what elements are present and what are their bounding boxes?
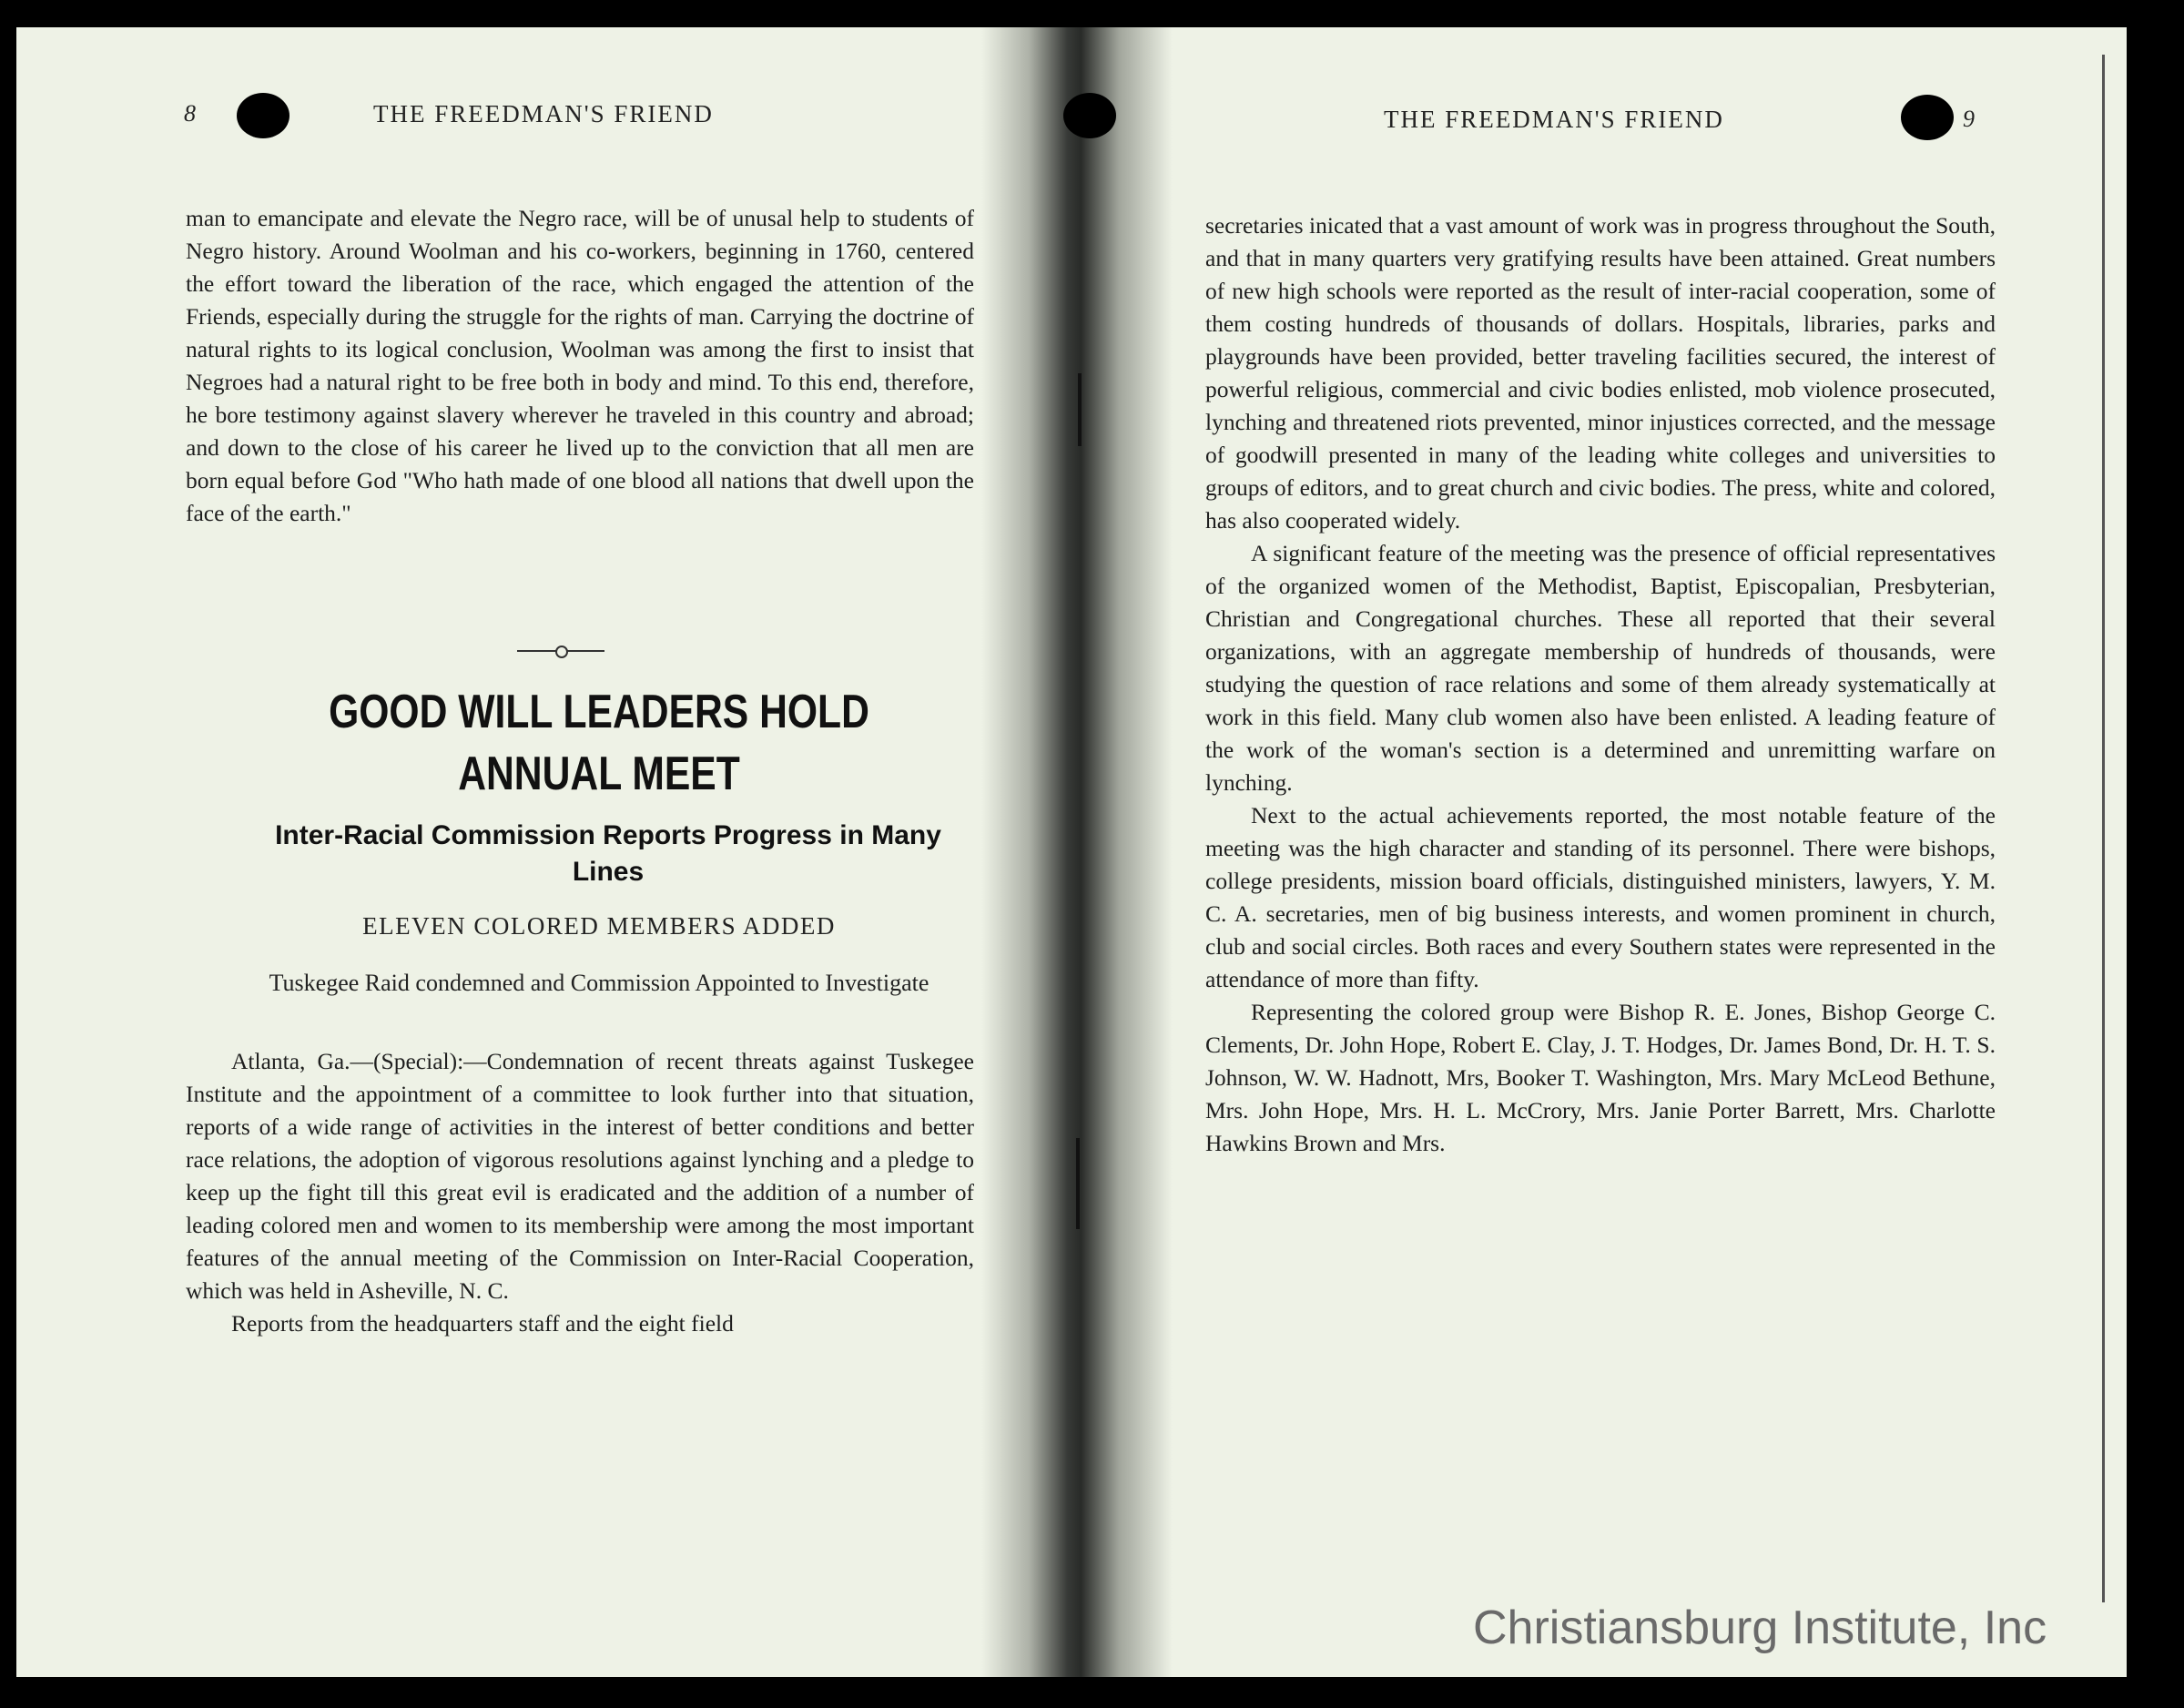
page-edge-line [2102, 55, 2105, 1602]
punch-hole-left [237, 93, 290, 138]
gutter-mark-lower [1076, 1138, 1080, 1229]
right-paragraph-3: Next to the actual achievements reported, the most notable feature of the meeting was the high character and standing of its personnel. There were bishops, college presidents, mission board officials, distinguished ministers, lawyers, Y. M. C. A. secretaries, men of big business interests, and women prominent in church, club and social circles. Both races and every Southern states were represented in the attendance of more than fifty. [1205, 802, 1996, 992]
article-paragraph-1: Atlanta, Ga.—(Special):—Condemnation of recent threats against Tuskegee Institute and the appointment of a committee to look further into that situation, reports of a wide range of activities in the interest of better conditions and better race relations, the adoption of vigorous resolutions against lynching and a pledge to keep up the fight till this great evil is eradicated and the addition of a number of leading colored men and women to its membership were among the most important features of the annual meeting of the Commission on Inter-Racial Cooperation, which was held in Asheville, N. C. [186, 1048, 974, 1304]
right-page-number: 9 [1963, 106, 1975, 132]
article-paragraph-2: Reports from the headquarters staff and the eight field [231, 1310, 734, 1337]
binding-gutter-shadow [981, 27, 1173, 1677]
section-divider-ornament [555, 646, 568, 658]
right-column [1205, 209, 1996, 1160]
document-sheet [16, 27, 2127, 1677]
punch-hole-center [1063, 93, 1116, 138]
gutter-mark-upper [1078, 373, 1082, 446]
headline-line-1: GOOD WILL LEADERS HOLD [329, 686, 869, 738]
deck-eleven-members: ELEVEN COLORED MEMBERS ADDED [362, 912, 836, 940]
left-page-number: 8 [184, 100, 196, 127]
right-paragraph-2: A significant feature of the meeting was the presence of official representatives of the organized women of the Methodist, Baptist, Episcopalian, Presbyterian, Christian and Congregational churches. These all reported that their several organizations, with an aggregate membership of hundreds of thousands, were studying the question of race relations and some of them already systematically at work in this field. Many club women also have been enlisted. A leading feature of the work of the woman's section is a determined and unremitting warfare on lynching. [1205, 540, 1996, 796]
subheadline: Inter-Racial Commission Reports Progress in Many Lines [275, 820, 941, 887]
opening-paragraph: man to emancipate and elevate the Negro race, will be of unusal help to students of Negro history. Around Woolman and his co-workers, beginning in 1760, centered the effort toward the liberation of the race, which engaged the attention of the Friends, especially during the struggle for the rights of man. Carrying the doctrine of natural rights to its logical conclusion, Woolman was among the first to insist that Negroes had a natural right to be free both in body and mind. To this end, therefore, he bore testimony against slavery wherever he traveled in this country and abroad; and down to the close of his career he lived up to the conviction that all men are born equal before God "Who hath made of one blood all nations that dwell upon the face of the earth." [186, 205, 974, 526]
headline-line-2: ANNUAL MEET [458, 747, 740, 800]
right-paragraph-4: Representing the colored group were Bishop R. E. Jones, Bishop George C. Clements, Dr. John Hope, Robert E. Clay, J. T. Hodges, Dr. James Bond, Dr. H. T. S. Johnson, W. W. Hadnott, Mrs, Booker T. Washington, Mrs. Mary McLeod Bethune, Mrs. John Hope, Mrs. H. L. McCrory, Mrs. Janie Porter Barrett, Mrs. Charlotte Hawkins Brown and Mrs. [1205, 999, 1996, 1156]
right-running-head: THE FREEDMAN'S FRIEND [1384, 106, 1724, 133]
deck-tuskegee: Tuskegee Raid condemned and Commission Appointed to Investigate [269, 970, 929, 996]
left-column-article [186, 1045, 974, 1340]
right-paragraph-1: secretaries inicated that a vast amount of work was in progress throughout the South, and that in many quarters very gratifying results have been attained. Great numbers of new high schools were reported as the result of inter-racial cooperation, some of them costing hundreds of thousands of dollars. Hospitals, libraries, parks and playgrounds have been provided, better traveling facilities secured, the interest of powerful religious, commercial and civic bodies enlisted, mob violence prosecuted, lynching and threatened riots prevented, minor injustices corrected, and the message of goodwill presented in many of the leading white colleges and universities to groups of editors, and to great church and civic bodies. The press, white and colored, has also cooperated widely. [1205, 212, 1996, 534]
left-column-top [186, 202, 974, 530]
watermark-text: Christiansburg Institute, Inc [1473, 1601, 2047, 1654]
left-running-head: THE FREEDMAN'S FRIEND [373, 100, 714, 127]
punch-hole-right [1901, 95, 1954, 140]
